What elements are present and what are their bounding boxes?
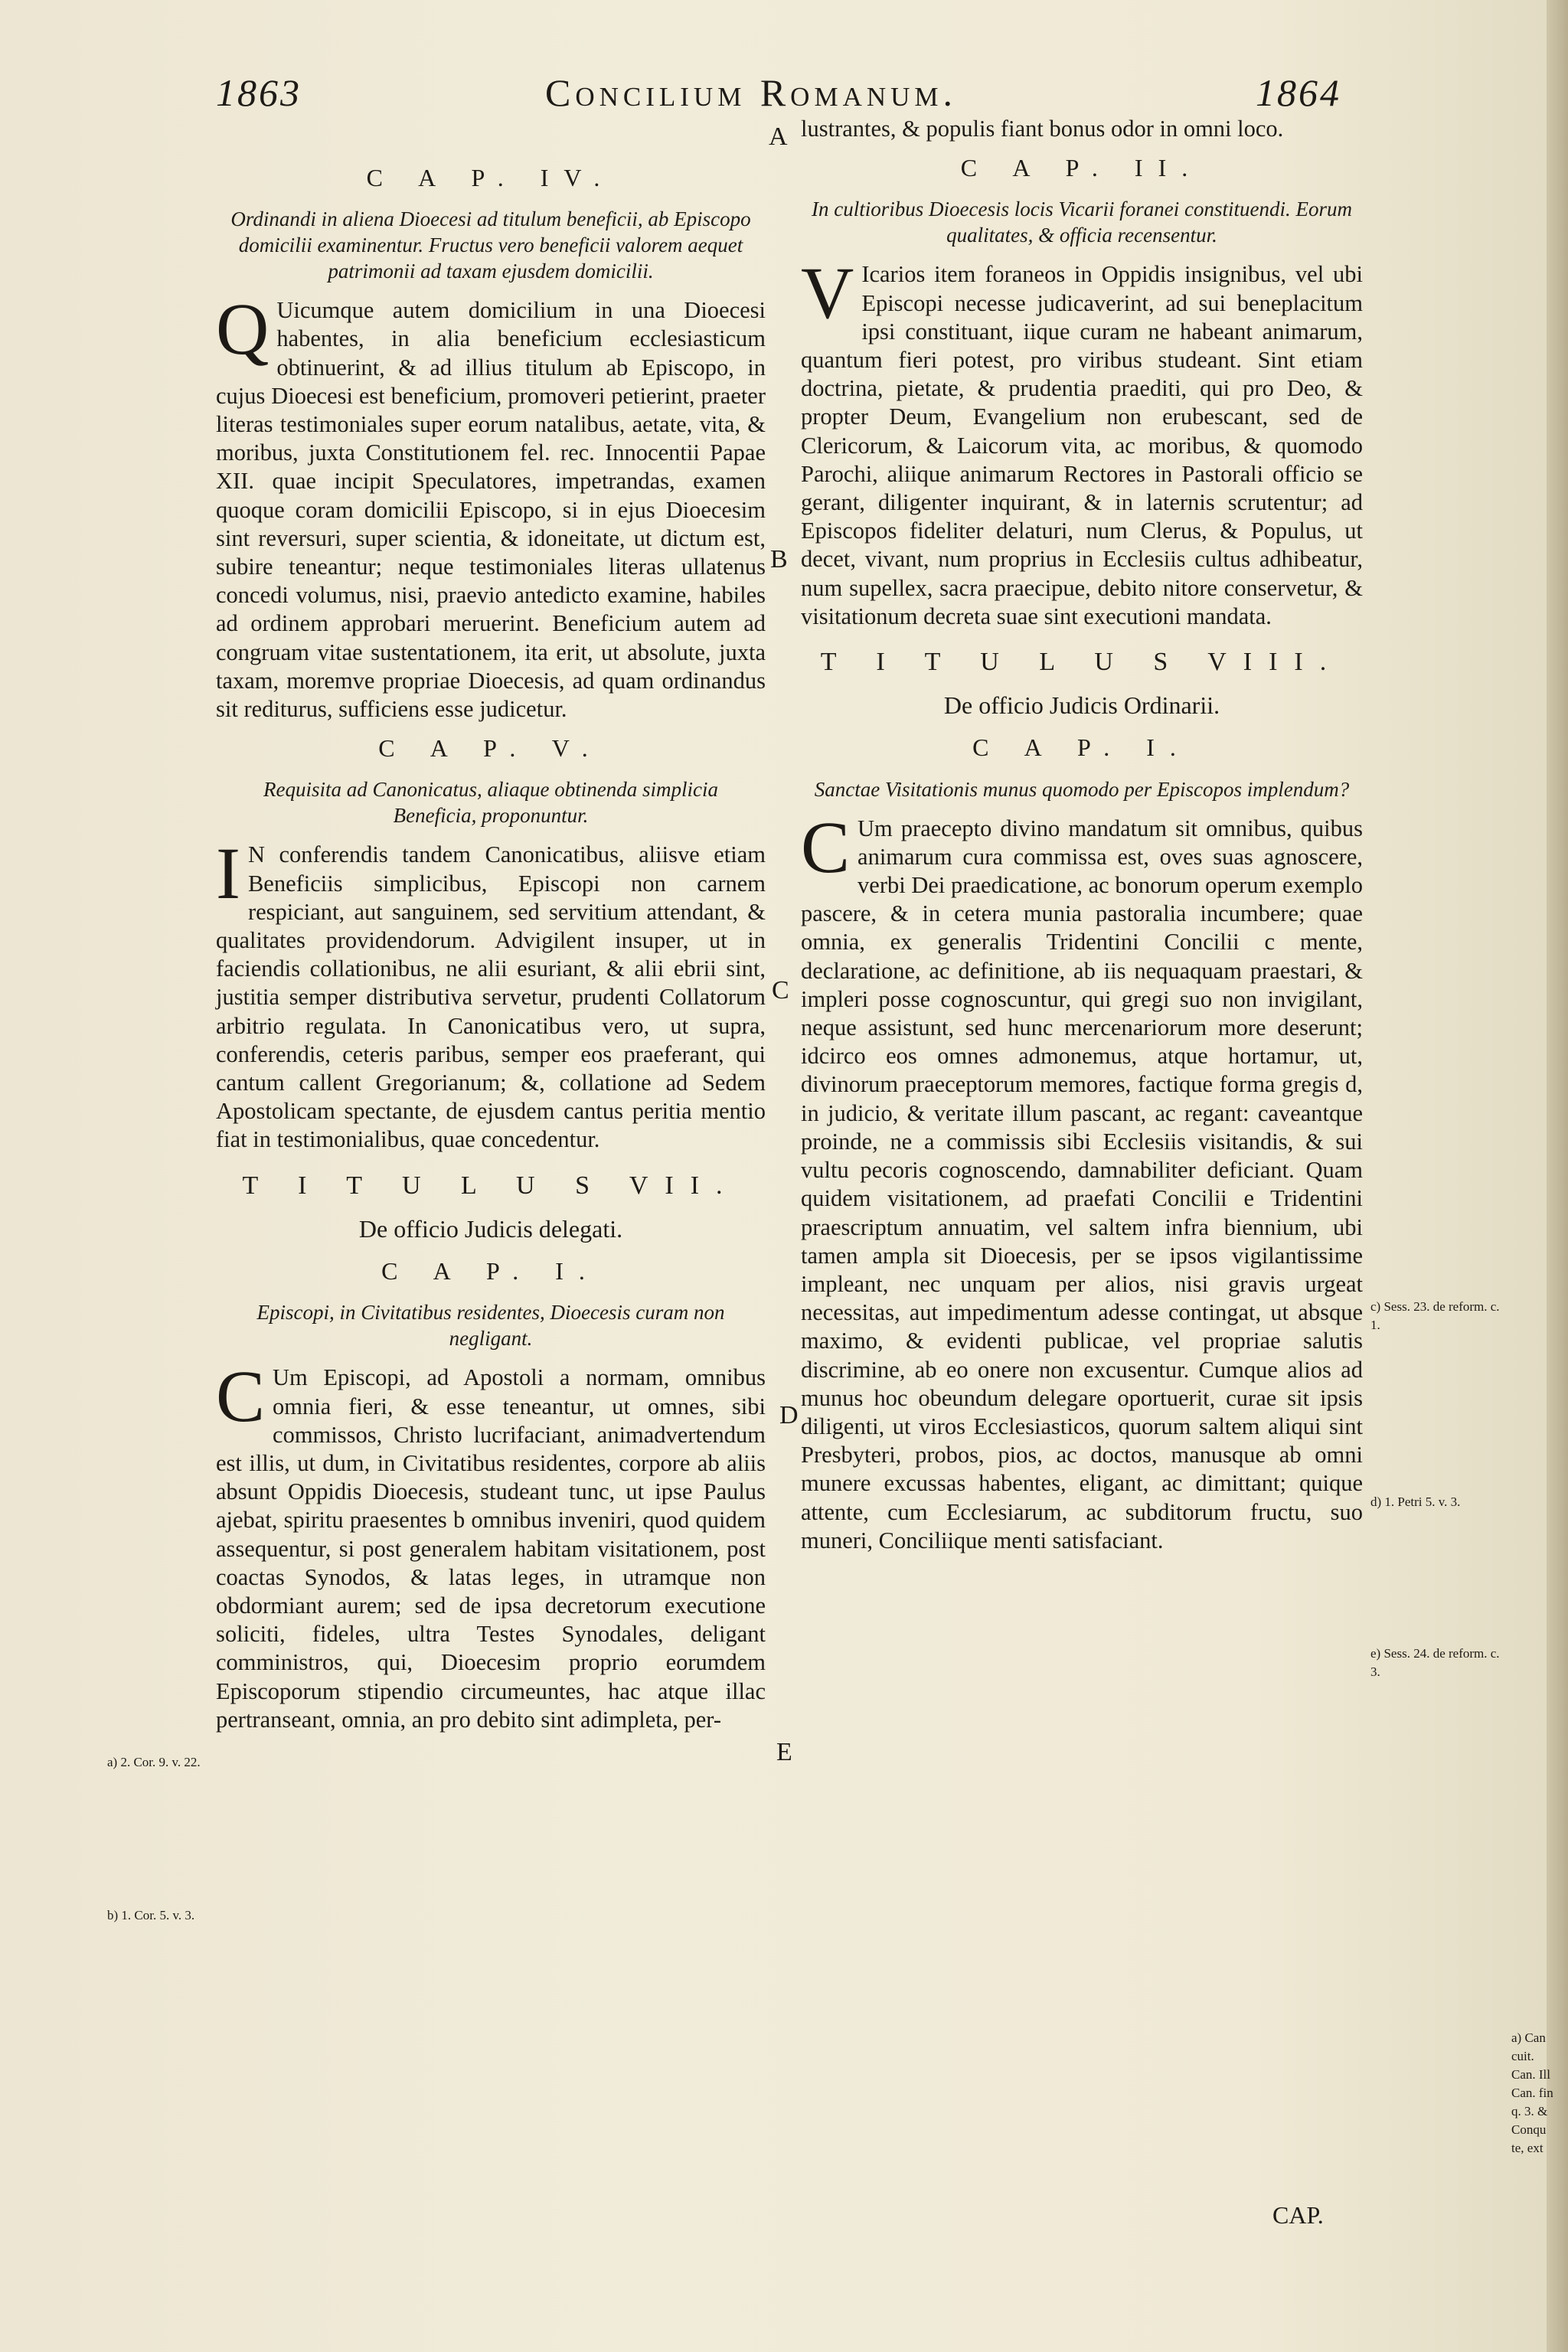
chapter-summary: Ordinandi in aliena Dioecesi ad titulum beneficii, ab Episcopo domicilii examinentur. Fructus vero beneficii valorem aequet patrimonii ad taxam ejusdem domicilii.: [230, 207, 751, 283]
chapter-summary: In cultioribus Dioecesis locis Vicarii foranei constituendi. Eorum qualitates, & officia recensentur.: [812, 198, 1352, 247]
margin-note-cropped: a) Can cuit. Can. Ill Can. fin q. 3. & Conqu te, ext: [1511, 2030, 1553, 2155]
margin-note: d) 1. Petri 5. v. 3.: [1370, 1494, 1461, 1509]
chapter-summary: Sanctae Visitationis munus quomodo per Episcopos implendum?: [814, 777, 1350, 801]
running-title: Concilium Romanum.: [545, 71, 958, 114]
paragraph-text: N conferendis tandem Canonicatibus, aliisve etiam Beneficiis simplicibus, Episcopi non carnem respiciant, aut sanguinem, sed servitium attendant, & qualitates providendorum. Advigilent insuper, ut in faciendis collationibus, ne alii esuriant, & alii ebrii sint, justitia semper distributiva servetur, prudenti Collatorum arbitrio regulata. In Canonicatibus vero, ut supra, conferendis, ceteris paribus, semper eos praeferant, qui cantum callent Gregorianum; &, collatione ad Sedem Apostolicam spectante, de ejusdem cantus peritia mentio fiat in testimonialibus, quae concedentur.: [216, 841, 766, 1153]
page-edge: [1547, 0, 1568, 2352]
paragraph: [216, 1355, 766, 1734]
paragraph: [801, 805, 1363, 1555]
chapter-heading: C A P. I.: [381, 1257, 600, 1285]
titulus-subtitle: De officio Judicis Ordinarii.: [943, 691, 1220, 720]
titulus-heading: T I T U L U S VII.: [242, 1171, 740, 1200]
paragraph-text: Um Episcopi, ad Apostoli a normam, omnibus omnia fieri, & esse teneantur, ut omnes, sibi commissos, Christo lucrifaciant, animadvertendum est illis, ut dum, in Civitatibus residentes, corpore ab aliis absunt Oppidis Dioecesis, studeant tunc, ut ipse Paulus ajebat, spiritu praesentes b omnibus inveniri, quod quidem assequentur, si post generalem habitam visitationem, post coactas Synodos, & latas leges, in utramque non obdormiant aurem; sed de ipsa decretorum executione soliciti, fideles, ultra Testes Synodales, deligant comministros, qui, Dioecesim proprio eorumdem Episcoporum stipendio circumeuntes, hac atque illac pertranseant, omnia, an pro debito sint adimpleta, per-: [216, 1364, 766, 1733]
section-marker-a: A: [769, 122, 788, 151]
left-column: [216, 153, 766, 1742]
titulus-heading: T I T U L U S VIII.: [820, 648, 1344, 677]
section-marker-c: C: [772, 976, 789, 1004]
paragraph-text: Icarios item foraneos in Oppidis insignibus, vel ubi Episcopi necesse judicaverint, ad sui beneplacitum ipsi constituant, iique curam ne habeant animarum, quantum fieri potest, pro viribus studeant. Sint etiam doctrina, pietate, & prudentia praediti, qui pro Deo, & propter Deum, Evangelium non erubescant, sed de Clericorum, & Laicorum vita, ac moribus, & quomodo Parochi, aliique animarum Rectores in Pastorali officio se gerant, diligenter inquirant, & in laternis scrutentur; ad Episcopos fideliter delaturi, num Clerus, & Populus, ut decet, vivant, num proprius in Ecclesiis cultus adhibeatur, num supellex, sacra praecipue, debito nitore conservetur, & visitationum decreta suae sint executioni mandata.: [801, 261, 1363, 629]
chapter-heading: C A P. I.: [972, 733, 1191, 762]
paragraph: [216, 832, 766, 1154]
paragraph: [216, 288, 766, 724]
drop-cap: V: [801, 252, 854, 335]
page-number-left: 1863: [216, 71, 302, 114]
paragraph-text: Um praecepto divino mandatum sit omnibus, quibus animarum cura commissa est, oves suas agnoscere, verbi Dei praedicatione, ac bonorum operum exemplo pascere, & in cetera munia pastoralia incumbere; quae omnia, ex generalis Tridentini Concilii c mente, declaratione, ac definitione, ab iis nequaquam praestari, & impleri posse cognoscuntur, qui gregi suo non invigilant, neque assistunt, sed hunc mercenariorum more deserunt; idcirco eos omnes admonemus, atque hortamur, ut, divinorum praeceptorum memores, factique forma gregis d, in judicio, & veritate illum pascant, ac regant: caveantque proinde, ne a commissis sibi Ecclesiis visitandis, & sui vultu pecoris cognoscendo, damnabiliter deficiant. Quam quidem visitationem, ad praefati Concilii e Tridentini praescriptum annuatim, vel saltem infra biennium, ubi tamen ampla sit Dioecesis, per se ipsos vigilantissime impleant, nec unquam per alios, nisi gravis urgeat necessitas, aut impedimentum adesse contingat, ut absque maximo, & evidenti publicae, vel propriae salutis discrimine, ab eo onere non excusentur. Cumque alios ad munus hoc obeundum delegare oportuerit, curae sit ipsis diligenti, ut viros Ecclesiasticos, quorum saltem aliqui sint Presbyteri, probos, pios, ac doctos, manusque ab omni munere excussas habentes, eligant, ac dimittant; quique attente, cum Ecclesiarum, ac subditorum fructu, suo muneri, Conciliique menti satisfaciant.: [801, 815, 1363, 1553]
section-marker-d: D: [779, 1401, 799, 1429]
titulus-subtitle: De officio Judicis delegati.: [358, 1214, 623, 1243]
drop-cap: I: [216, 832, 240, 915]
chapter-heading: C A P. V.: [378, 734, 603, 763]
drop-cap: C: [216, 1355, 266, 1438]
paragraph-continuation: lustrantes, & populis fiant bonus odor in omni loco.: [801, 116, 1284, 142]
section-marker-e: E: [776, 1738, 792, 1766]
page-number-right: 1864: [1256, 71, 1341, 114]
margin-note: b) 1. Cor. 5. v. 3.: [107, 1908, 195, 1922]
catchword: CAP.: [1272, 2201, 1324, 2229]
chapter-heading: C A P. II.: [960, 154, 1204, 182]
section-marker-b: B: [770, 545, 788, 573]
right-column: [801, 115, 1363, 1563]
paragraph-text: Uicumque autem domicilium in una Dioecesi habentes, in alia beneficium ecclesiasticum obtinuerint, & ad illius titulum ab Episcopo, in cujus Dioecesi est beneficium, promoveri petierint, praeter literas testimoniales super eorum natalibus, aetate, vita, & moribus, juxta Constitutionem fel. rec. Innocentii Papae XII. quae incipit Speculatores, impetrandas, examen quoque coram domicilii Episcopo, si in ejus Dioecesim sint reversuri, super scientia, & idoneitate, ut dictum est, subire teneantur; neque testimoniales literas ullatenus concedi volumus, nisi, praevio antedicto examine, habiles ad ordinem approbari meruerint. Beneficium autem ad congruam vitae sustentationem, ita erit, ut absolute, juxta taxam, moremve propriae Dioecesis, ad quam ordinandus sit rediturus, sufficiens esse judicetur.: [216, 297, 766, 723]
margin-note: e) Sess. 24. de reform. c. 3.: [1370, 1646, 1500, 1679]
chapter-heading: C A P. IV.: [366, 164, 616, 191]
paragraph: [801, 252, 1363, 631]
drop-cap: Q: [216, 288, 270, 371]
margin-note: c) Sess. 23. de reform. c. 1.: [1370, 1299, 1500, 1332]
chapter-summary: Episcopi, in Civitatibus residentes, Dioecesis curam non negligant.: [256, 1301, 725, 1351]
chapter-summary: Requisita ad Canonicatus, aliaque obtinenda simplicia Beneficia, proponuntur.: [263, 778, 718, 828]
margin-note: a) 2. Cor. 9. v. 22.: [107, 1755, 201, 1769]
drop-cap: C: [801, 805, 851, 888]
